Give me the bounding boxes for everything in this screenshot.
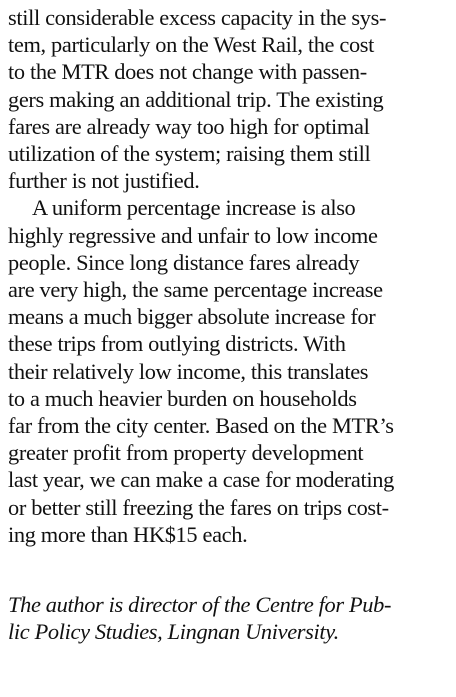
text-line: further is not justified.	[8, 168, 200, 194]
author-note-line: lic Policy Studies, Lingnan University.	[8, 619, 339, 645]
text-line: highly regressive and unfair to low income	[8, 222, 378, 248]
text-line: far from the city center. Based on the MTR’s	[8, 413, 394, 439]
text-line: tem, particularly on the West Rail, the cost	[8, 32, 375, 58]
text-line: are very high, the same percentage increase	[8, 277, 383, 303]
paragraph-capacity	[8, 4, 452, 194]
text-line: fares are already way too high for optimal	[8, 113, 370, 139]
paragraph-regressive-increase	[8, 194, 452, 548]
text-line: still considerable excess capacity in the sys-	[8, 5, 387, 30]
author-note	[8, 591, 452, 645]
text-line: or better still freezing the fares on trips cost-	[8, 494, 389, 520]
text-line: these trips from outlying districts. With	[8, 331, 346, 357]
text-line: gers making an additional trip. The existing	[8, 86, 384, 112]
text-line: greater profit from property development	[8, 440, 364, 466]
article-column	[8, 4, 452, 645]
author-note-line: The author is director of the Centre for Pub-	[8, 592, 392, 618]
text-line: utilization of the system; raising them still	[8, 141, 371, 167]
text-line: to the MTR does not change with passen-	[8, 59, 367, 85]
text-line: A uniform percentage increase is also	[32, 195, 356, 221]
text-line: people. Since long distance fares already	[8, 249, 360, 275]
text-line: means a much bigger absolute increase for	[8, 304, 376, 330]
text-line: ing more than HK$15 each.	[8, 521, 248, 547]
text-line: last year, we can make a case for moderating	[8, 467, 394, 493]
text-line: their relatively low income, this translates	[8, 358, 369, 384]
text-line: to a much heavier burden on households	[8, 385, 357, 411]
paragraph-spacer	[8, 548, 452, 591]
